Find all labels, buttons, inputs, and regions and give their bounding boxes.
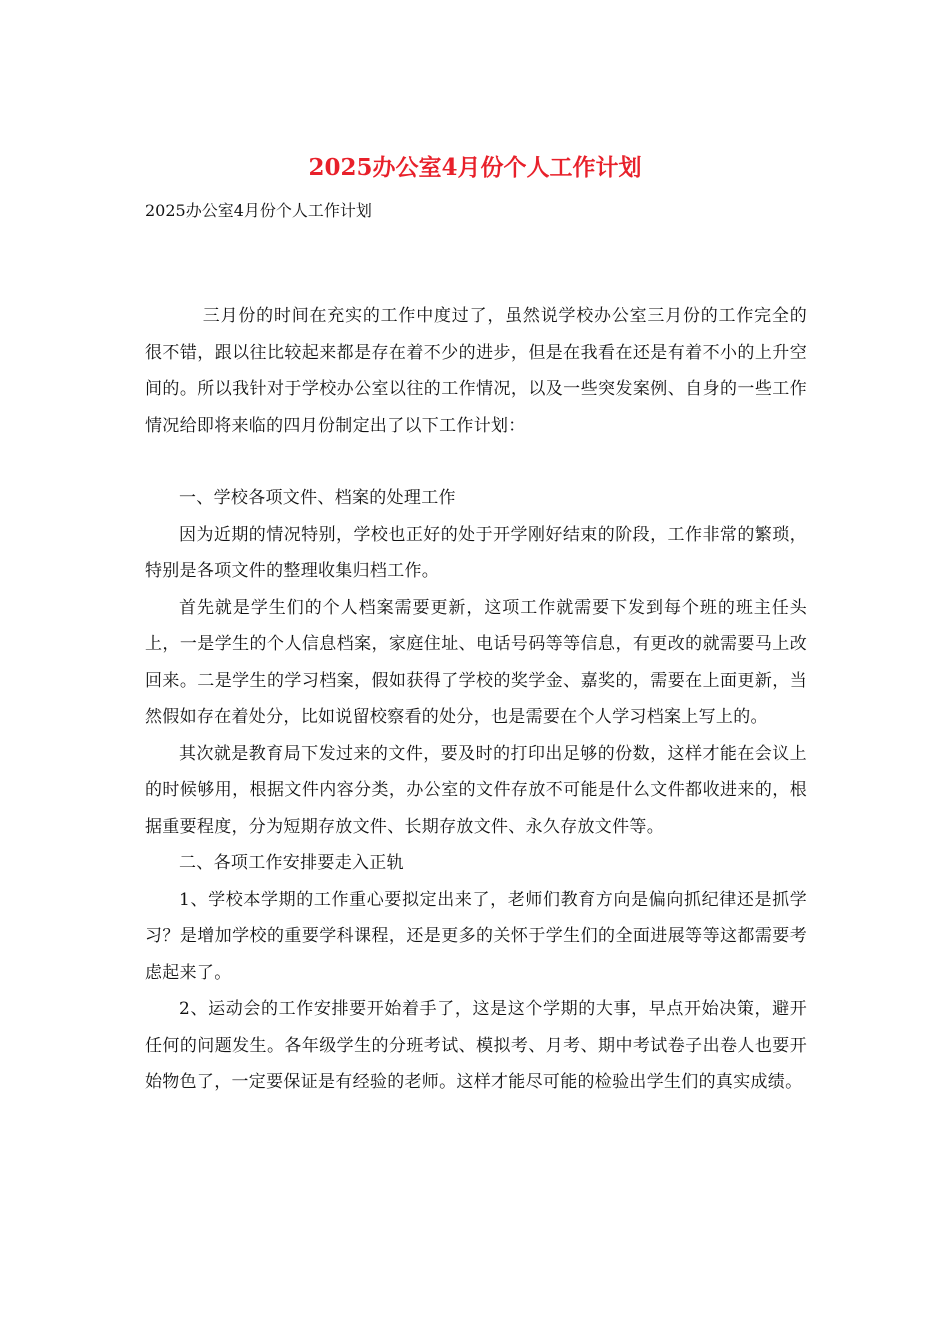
paragraph-intro: 三月份的时间在充实的工作中度过了，虽然说学校办公室三月份的工作完全的很不错，跟以往比较起来都是存在着不少的进步，但是在我看在还是有着不小的上升空间的。所以我针对于学校办公室以往的工作情况，以及一些突发案例、自身的一些工作情况给即将来临的四月份制定出了以下工作计划： <box>145 306 807 436</box>
paragraph: 1、学校本学期的工作重心要拟定出来了，老师们教育方向是偏向抓纪律还是抓学习？是增加学校的重要学科课程，还是更多的关怀于学生们的全面进展等等这都需要考虑起来了。 <box>145 889 807 983</box>
section-heading-2: 二、各项工作安排要走入正轨 <box>179 853 404 873</box>
paragraph: 2、运动会的工作安排要开始着手了，这是这个学期的大事，早点开始决策，避开任何的问题发生。各年级学生的分班考试、模拟考、月考、期中考试卷子出卷人也要开始物色了，一定要保证是有经验的老师。这样才能尽可能的检验出学生们的真实成绩。 <box>145 999 807 1092</box>
section-heading-1: 一、学校各项文件、档案的处理工作 <box>179 488 456 508</box>
paragraph: 其次就是教育局下发过来的文件，要及时的打印出足够的份数，这样才能在会议上的时候够用，根据文件内容分类，办公室的文件存放不可能是什么文件都收进来的，根据重要程度，分为短期存放文件、长期存放文件、永久存放文件等。 <box>145 743 807 837</box>
document-body <box>145 298 807 1101</box>
document-title: 2025办公室4月份个人工作计划 <box>308 154 642 181</box>
paragraph: 首先就是学生们的个人档案需要更新，这项工作就需要下发到每个班的班主任头上，一是学生的个人信息档案，家庭住址、电话号码等等信息，有更改的就需要马上改回来。二是学生的学习档案，假如获得了学校的奖学金、嘉奖的，需要在上面更新，当然假如存在着处分，比如说留校察看的处分，也是需要在个人学习档案上写上的。 <box>145 597 807 727</box>
paragraph: 因为近期的情况特别，学校也正好的处于开学刚好结束的阶段，工作非常的繁琐，特别是各项文件的整理收集归档工作。 <box>145 524 807 581</box>
document-subtitle: 2025办公室4月份个人工作计划 <box>145 201 372 220</box>
